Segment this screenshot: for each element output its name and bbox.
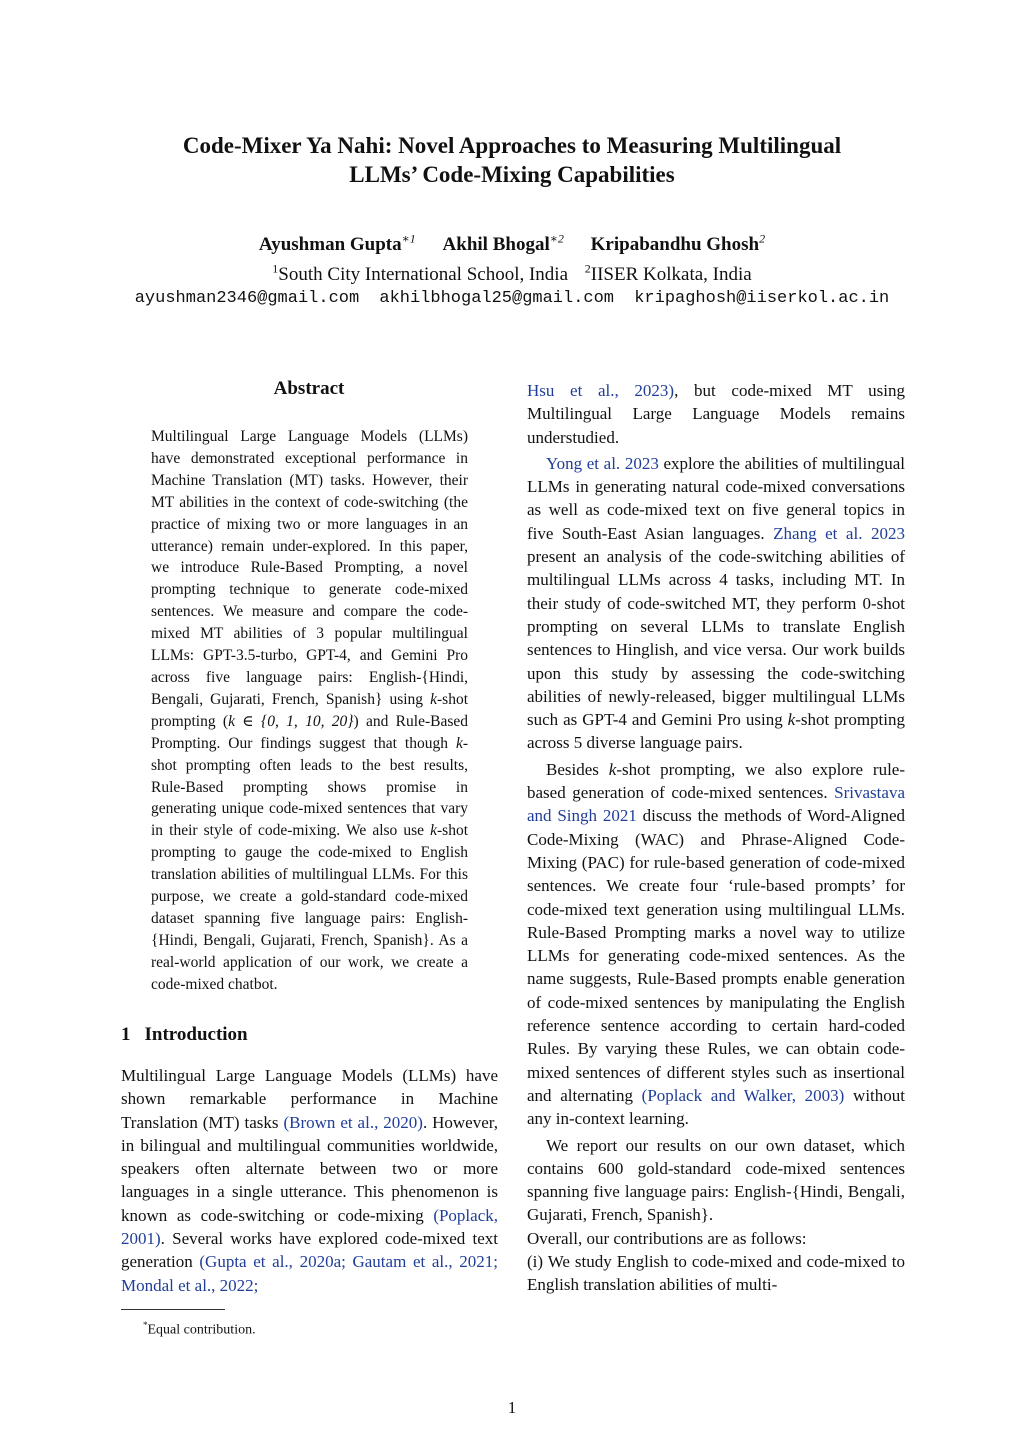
affiliation-name: IISER Kolkata, India — [590, 264, 752, 286]
body-paragraph — [527, 452, 905, 755]
author — [591, 234, 765, 255]
abstract-paragraph — [151, 426, 468, 996]
right-column — [527, 379, 905, 1297]
abstract-heading: Abstract — [273, 378, 345, 399]
footnote-mark: * — [143, 1320, 148, 1330]
footnote-text: Equal contribution. — [147, 1322, 256, 1338]
citation-link[interactable]: (Poplack and Walker, 2003) — [641, 1085, 845, 1105]
citation-link[interactable]: (Gupta et al., 2020a; Gautam et al., 2021; Mondal et al., 2022; — [121, 1252, 498, 1295]
citation-link[interactable]: (Brown et al., 2020) — [283, 1112, 423, 1132]
author-emails — [100, 287, 924, 311]
author-name: Kripabandhu Ghosh — [590, 234, 760, 256]
body-paragraph: We report our results on our own dataset, which contains 600 gold-standard code-mixed sentences spanning five language pairs: English-{Hindi, Bengali, Gujarati, French, Spanish}. — [527, 1135, 905, 1225]
author-name: Akhil Bhogal — [442, 234, 550, 256]
abstract-text: -shot prompting often leads to the best results, Rule-Based prompting shows promise in generating unique code-mixed sentences that vary in their style of code-mixing. We also use — [151, 734, 468, 840]
section-number: 1 — [121, 1024, 131, 1045]
intro-paragraph — [121, 1064, 498, 1297]
body-paragraph — [527, 758, 905, 1131]
footnote — [121, 1316, 256, 1340]
citation-link[interactable]: (Poplack, 2001) — [121, 1205, 498, 1249]
email-link[interactable]: kripaghosh@iiserkol.ac.in — [634, 289, 890, 308]
math-k: k — [608, 759, 617, 779]
body-paragraph: Overall, our contributions are as follows: — [527, 1228, 807, 1248]
body-text: , but code-mixed MT using Multilingual Large Language Models remains understudied. — [527, 381, 906, 447]
body-text: -shot prompting, we also explore rule-based generation of code-mixed sentences. — [527, 759, 906, 803]
author-list — [100, 227, 924, 257]
math-k: k — [787, 710, 796, 730]
title-line-2: LLMs’ Code-Mixing Capabilities — [349, 162, 675, 187]
title-line-1: Code-Mixer Ya Nahi: Novel Approaches to Measuring Multilingual — [182, 133, 842, 158]
author — [259, 234, 416, 255]
affiliation-mark: 2 — [584, 262, 591, 276]
body-text: Multilingual Large Language Models (LLMs) have shown remarkable performance in Machine Translation (MT) tasks — [121, 1066, 498, 1132]
author-mark: 2 — [759, 232, 766, 246]
affiliation — [272, 264, 568, 285]
abstract-text: ) and Rule-Based Prompting. Our findings suggest that though — [151, 712, 468, 752]
section-title: Introduction — [144, 1024, 248, 1045]
citation-link[interactable]: Hsu et al., 2023) — [527, 381, 675, 400]
author-name: Ayushman Gupta — [258, 234, 402, 256]
math-k: k — [430, 822, 437, 840]
paper-title — [100, 131, 924, 189]
citation-link[interactable]: Zhang et al. 2023 — [773, 523, 905, 543]
body-text: . However, in bilingual and multilingual communities worldwide, speakers often alternate between two or more languages in a single utterance. This phenomenon is known as code-switching or code-mixing — [121, 1112, 499, 1225]
affiliations — [100, 257, 924, 287]
footnote-divider — [121, 1309, 225, 1310]
body-text: . Several works have explored code-mixed text generation — [121, 1229, 498, 1272]
email-link[interactable]: ayushman2346@gmail.com — [134, 289, 360, 308]
body-text: explore the abilities of multilingual LLMs in generating natural code-mixed conversations as well as code-mixed text on five general topics in five South-East Asian languages. — [527, 453, 905, 543]
abstract-body — [151, 426, 468, 996]
body-text: Besides — [546, 759, 609, 779]
author-mark: ∗2 — [549, 232, 564, 246]
section-heading — [121, 1024, 248, 1046]
body-text: -shot prompting across 5 diverse language pairs. — [527, 710, 905, 753]
math-k: k — [430, 690, 437, 708]
email-link[interactable]: akhilbhogal25@gmail.com — [379, 289, 615, 308]
abstract-text: -shot prompting ( — [151, 690, 468, 730]
abstract-text: Multilingual Large Language Models (LLMs) have demonstrated exceptional performance in Machine Translation (MT) tasks. However, their MT abilities in the context of code-switching (the practice of mixing two or more languages in an utterance) remain under-explored. In this paper, we introduce Rule-Based Prompting, a novel prompting technique to generate code-mixed sentences. We measure and compare the code-mixed MT abilities of 3 popular multilingual LLMs: GPT-3.5-turbo, GPT-4, and Gemini Pro across five language pairs: English-{Hindi, Bengali, Gujarati, French, Spanish} using — [151, 428, 468, 708]
body-text: without any in-context learning. — [527, 1085, 905, 1129]
author — [443, 234, 564, 255]
affiliation-mark: 1 — [272, 262, 279, 276]
author-mark: ∗1 — [401, 232, 416, 246]
body-paragraph — [527, 379, 905, 449]
page-number: 1 — [507, 1398, 517, 1417]
body-paragraph: (i) We study English to code-mixed and code-mixed to English translation abilities of multi- — [527, 1251, 905, 1295]
citation-link[interactable]: Yong et al. 2023 — [546, 453, 659, 473]
affiliation — [585, 264, 752, 285]
affiliation-name: South City International School, India — [278, 264, 569, 286]
math-k-set: k ∈ {0, 1, 10, 20} — [228, 712, 354, 730]
body-text: discuss the methods of Word-Aligned Code-Mixing (WAC) and Phrase-Aligned Code-Mixing (PAC) for rule-based generation of code-mixed sentences. We create four ‘rule-based prompts’ for code-mixed text generation using multilingual LLMs. Rule-Based Prompting marks a novel way to utilize LLMs for generating code-mixed sentences. As the name suggests, Rule-Based prompts enable generation of code-mixed sentences by manipulating the English reference sentence according to certain hard-coded Rules. By varying these Rules, we can obtain code-mixed sentences of different styles such as insertional and alternating — [527, 806, 905, 1105]
abstract-text: -shot prompting to gauge the code-mixed to English translation abilities of multilingual LLMs. For this purpose, we create a gold-standard code-mixed dataset spanning five language pairs: English-{Hindi, Bengali, Gujarati, French, Spanish}. As a real-world application of our work, we create a code-mixed chatbot. — [151, 822, 468, 993]
body-text: present an analysis of the code-switching abilities of multilingual LLMs across 4 tasks, including MT. In their study of code-switched MT, they perform 0-shot prompting on several LLMs to translate English sentences to Hinglish, and vice versa. Our work builds upon this study by assessing the code-switching abilities of newly-released, bigger multilingual LLMs such as GPT-4 and Gemini Pro using — [527, 547, 905, 730]
citation-link[interactable]: Srivastava and Singh 2021 — [527, 783, 905, 826]
intro-body — [121, 1064, 498, 1297]
math-k: k — [455, 734, 463, 752]
